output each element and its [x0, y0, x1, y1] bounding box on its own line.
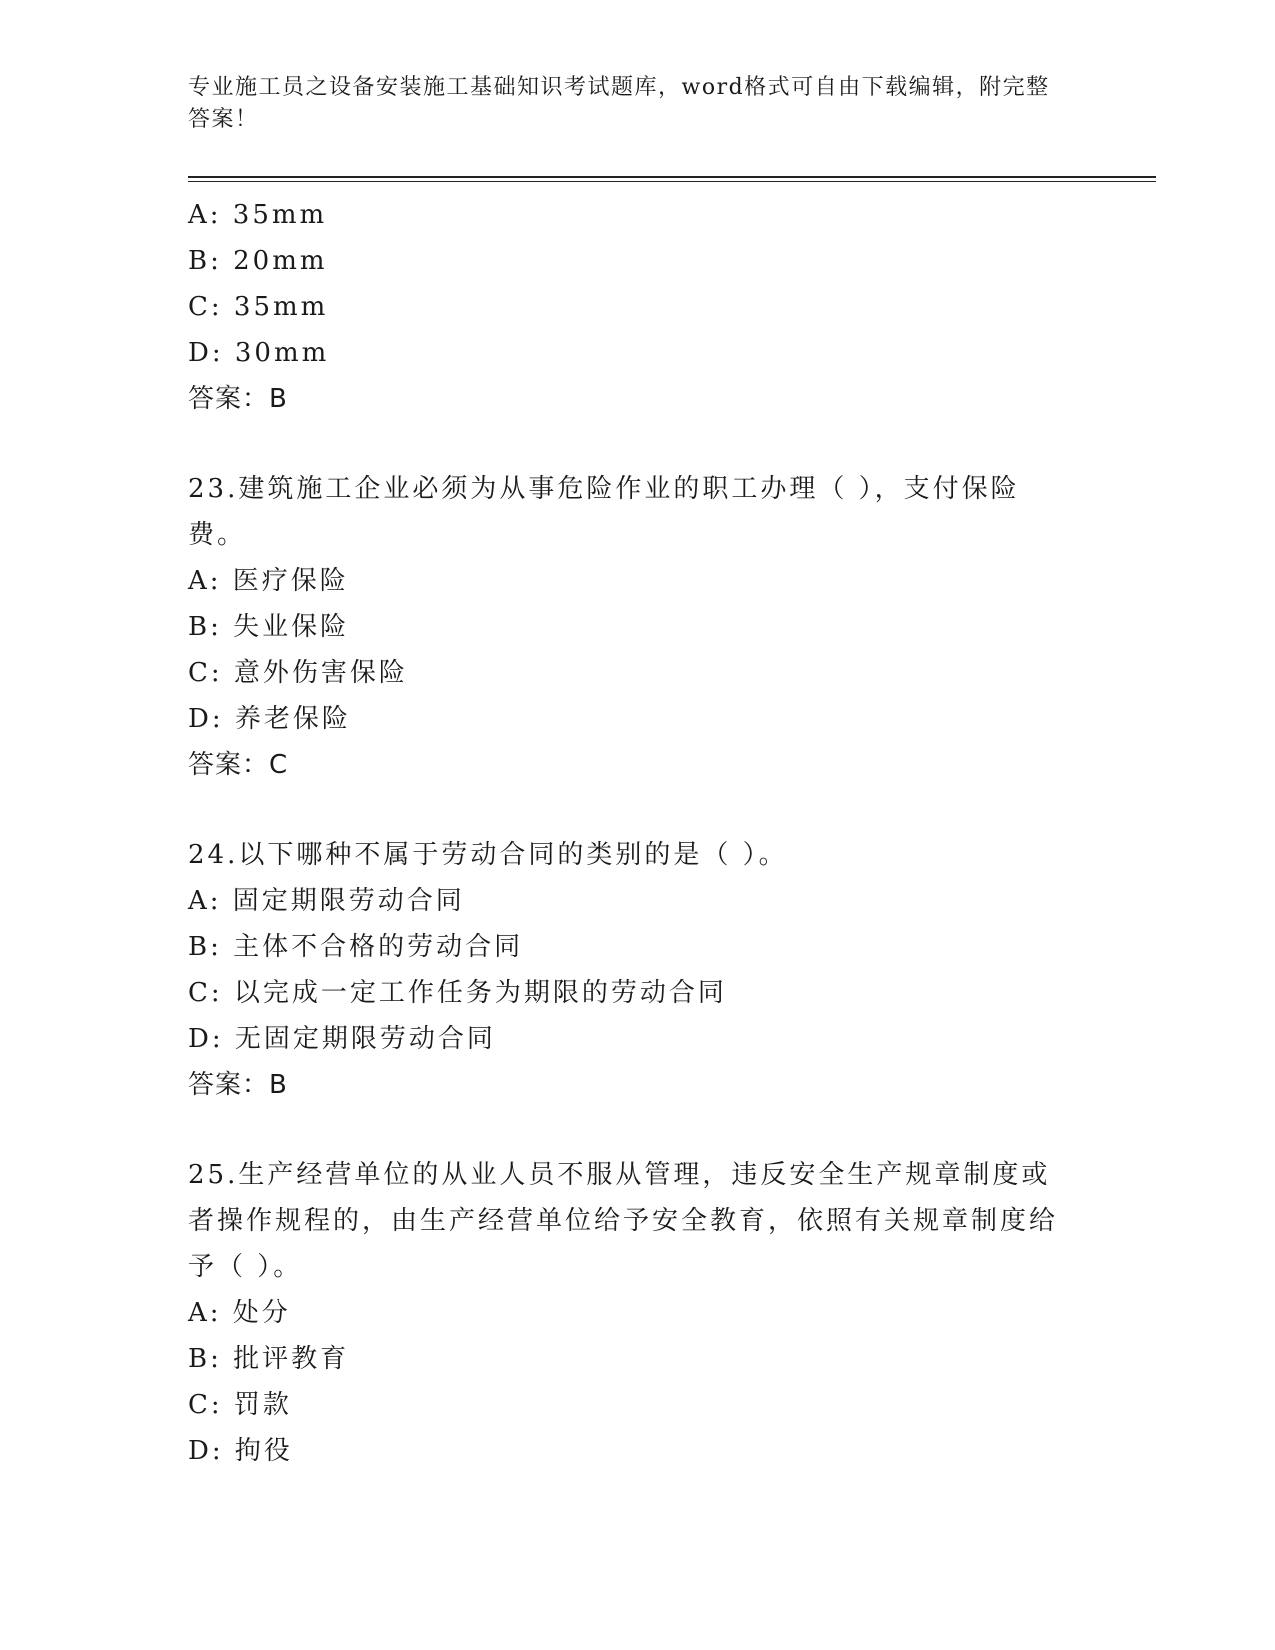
option-b: B: 批评教育 [188, 1344, 350, 1374]
question-25 [188, 1152, 1088, 1474]
header-divider-thick [188, 176, 1156, 178]
question-23 [188, 466, 1088, 788]
option-c: C: 以完成一定工作任务为期限的劳动合同 [188, 978, 727, 1008]
partial-question [188, 192, 1088, 422]
option-b: B: 失业保险 [188, 612, 350, 642]
option-a: A: 35mm [188, 200, 328, 230]
answer-line: 答案：C [188, 750, 289, 780]
question-24 [188, 832, 1088, 1108]
option-a: A: 固定期限劳动合同 [188, 886, 465, 916]
option-a: A: 医疗保险 [188, 566, 349, 596]
question-list [188, 192, 1088, 1474]
option-b: B: 主体不合格的劳动合同 [188, 932, 524, 962]
option-d: D: 拘役 [188, 1436, 293, 1466]
option-a: A: 处分 [188, 1298, 291, 1328]
question-text: 25.生产经营单位的从业人员不服从管理，违反安全生产规章制度或者操作规程的，由生产经营单位给予安全教育，依照有关规章制度给予（ ）。 [188, 1160, 1059, 1282]
option-d: D: 无固定期限劳动合同 [188, 1024, 496, 1054]
option-c: C: 意外伤害保险 [188, 658, 408, 688]
option-c: C: 35mm [188, 292, 329, 322]
header-divider-thin [188, 181, 1156, 182]
question-text: 24.以下哪种不属于劳动合同的类别的是（ ）。 [188, 840, 788, 870]
question-text: 23.建筑施工企业必须为从事危险作业的职工办理（ ），支付保险费。 [188, 474, 1020, 550]
option-d: D: 养老保险 [188, 704, 351, 734]
answer-line: 答案：B [188, 1070, 288, 1100]
option-d: D: 30mm [188, 338, 330, 368]
document-header: 专业施工员之设备安装施工基础知识考试题库，word格式可自由下载编辑，附完整答案！ [188, 75, 1050, 132]
option-b: B: 20mm [188, 246, 328, 276]
answer-line: 答案：B [188, 384, 288, 414]
option-c: C: 罚款 [188, 1390, 292, 1420]
